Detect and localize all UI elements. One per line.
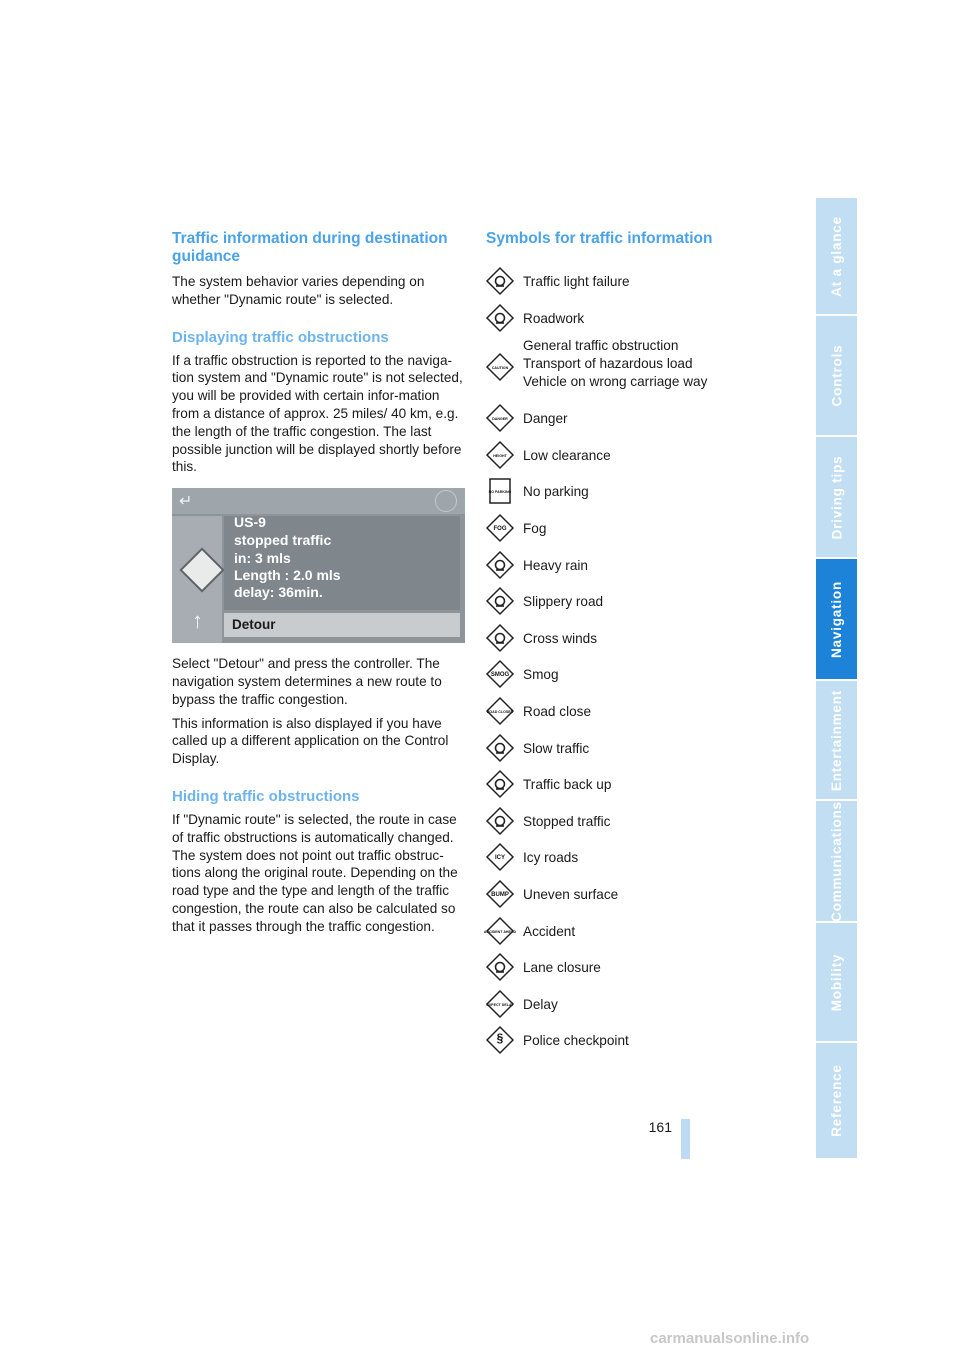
screen-delay: delay: 36min. bbox=[234, 584, 323, 601]
traffic-light-icon bbox=[486, 267, 514, 295]
symbol-row bbox=[486, 1023, 786, 1060]
police-checkpoint-icon bbox=[486, 1026, 514, 1054]
also-displayed-text: This information is also displayed if you have called up a different application on the Control Display. bbox=[172, 715, 449, 767]
symbol-label: Slow traffic bbox=[523, 740, 590, 756]
tab-driving-tips[interactable] bbox=[816, 437, 857, 559]
symbol-row bbox=[486, 511, 786, 548]
symbol-label: Slippery road bbox=[523, 594, 604, 610]
symbol-label: Road close bbox=[523, 703, 592, 719]
symbol-row bbox=[486, 987, 786, 1024]
symbol-label: Fog bbox=[523, 520, 547, 536]
road-closed-sign-icon bbox=[486, 697, 514, 725]
slow-traffic-icon bbox=[486, 734, 514, 762]
screen-top-bar bbox=[172, 488, 465, 514]
accident-sign-icon bbox=[483, 917, 517, 945]
tab-controls[interactable] bbox=[816, 316, 857, 437]
caution-sign-icon bbox=[486, 353, 514, 381]
right-column bbox=[483, 230, 786, 1060]
symbol-row bbox=[486, 621, 786, 658]
traffic-backup-icon bbox=[486, 770, 514, 798]
svg-text:DANGER: DANGER bbox=[492, 417, 508, 422]
hiding-text: If "Dynamic route" is selected, the route in case of traffic obstructions is automatically changed. The system does not point out traffic obstruc-tions along the original route. Depending on the road type and the type and length of the traffic congestion, the route can also be calculated so that it passes through the traffic congestion. bbox=[172, 811, 458, 934]
tab-label: At a glance bbox=[829, 215, 845, 297]
symbol-label: Cross winds bbox=[523, 630, 598, 646]
controller-icon bbox=[435, 490, 457, 512]
symbol-label: Icy roads bbox=[523, 850, 579, 866]
symbol-label: Delay bbox=[523, 996, 558, 1012]
tab-communications[interactable] bbox=[816, 801, 857, 923]
svg-text:NO PARKING: NO PARKING bbox=[488, 490, 512, 495]
symbol-row bbox=[486, 548, 786, 585]
screen-length: Length : 2.0 mls bbox=[234, 567, 341, 584]
symbol-label: Roadwork bbox=[523, 310, 585, 326]
danger-sign-icon bbox=[486, 404, 514, 432]
smog-sign-icon bbox=[486, 660, 514, 688]
symbol-label: Smog bbox=[523, 667, 559, 683]
svg-text:EXPECT DELAY: EXPECT DELAY bbox=[486, 1002, 514, 1007]
svg-text:ROAD CLOSED: ROAD CLOSED bbox=[486, 709, 514, 714]
symbol-label: General traffic obstruction Transport of hazardous load Vehicle on wrong carriage way bbox=[523, 338, 708, 389]
symbol-row bbox=[486, 474, 786, 511]
symbol-label: Police checkpoint bbox=[523, 1033, 629, 1049]
symbol-row bbox=[486, 804, 786, 841]
symbol-row bbox=[486, 950, 786, 987]
symbol-row bbox=[486, 401, 786, 438]
tab-label: Controls bbox=[829, 344, 844, 407]
cross-winds-icon bbox=[486, 624, 514, 652]
symbol-row bbox=[486, 337, 786, 401]
tab-navigation[interactable] bbox=[816, 559, 857, 681]
tab-entertainment[interactable] bbox=[816, 681, 857, 801]
svg-text:HEIGHT: HEIGHT bbox=[493, 453, 507, 458]
tab-mobility[interactable] bbox=[816, 923, 857, 1043]
page-marker bbox=[681, 1119, 690, 1159]
page-number: 161 bbox=[648, 1119, 672, 1135]
tab-label: Entertainment bbox=[829, 689, 845, 791]
symbol-label: Low clearance bbox=[523, 447, 611, 463]
symbol-label: Accident bbox=[523, 923, 576, 939]
height-sign-icon bbox=[486, 441, 514, 469]
symbol-label: Stopped traffic bbox=[523, 813, 611, 829]
heavy-rain-icon bbox=[486, 551, 514, 579]
svg-text:FOG: FOG bbox=[493, 525, 507, 532]
symbol-row bbox=[486, 840, 786, 877]
screen-status: stopped traffic bbox=[234, 532, 332, 549]
symbol-label: Heavy rain bbox=[523, 557, 588, 573]
screen-road: US-9 bbox=[234, 514, 266, 531]
control-display-screenshot bbox=[172, 488, 465, 643]
symbol-label: Traffic back up bbox=[523, 777, 612, 793]
slippery-road-icon bbox=[486, 587, 514, 615]
bump-sign-icon bbox=[486, 880, 514, 908]
detour-text: Select "Detour" and press the controller. The navigation system determines a new route to bypass the traffic congestion. bbox=[172, 656, 442, 707]
symbol-label: Traffic light failure bbox=[523, 274, 630, 289]
symbol-row bbox=[483, 914, 786, 951]
subheading-hiding: Hiding traffic obstructions bbox=[172, 787, 360, 805]
svg-text:ACCIDENT AHEAD: ACCIDENT AHEAD bbox=[483, 929, 517, 934]
left-column bbox=[172, 230, 466, 936]
svg-text:CAUTION: CAUTION bbox=[491, 366, 509, 371]
detour-button[interactable]: Detour bbox=[224, 613, 460, 637]
svg-text:SMOG: SMOG bbox=[490, 672, 510, 679]
symbol-label: Uneven surface bbox=[523, 886, 619, 902]
symbol-label: Danger bbox=[523, 411, 568, 427]
tab-label: Navigation bbox=[829, 580, 845, 658]
intro-text: The system behavior varies depending on whether "Dynamic route" is selected. bbox=[172, 274, 425, 307]
fog-sign-icon bbox=[486, 514, 514, 542]
symbol-label: No parking bbox=[523, 484, 589, 500]
tab-label: Mobility bbox=[829, 953, 844, 1011]
symbol-row bbox=[486, 584, 786, 621]
stopped-traffic-icon bbox=[486, 807, 514, 835]
no-parking-sign-icon bbox=[486, 477, 514, 505]
icy-sign-icon bbox=[486, 843, 514, 871]
symbol-row bbox=[486, 301, 786, 338]
lane-closure-icon bbox=[486, 953, 514, 981]
section-heading-traffic-info: Traffic information during destination guidance bbox=[172, 230, 448, 265]
svg-text:BUMP: BUMP bbox=[491, 891, 509, 898]
tab-at-a-glance[interactable] bbox=[816, 198, 857, 316]
footer-watermark: carmanualsonline.info bbox=[650, 1330, 810, 1347]
symbol-row bbox=[486, 264, 786, 301]
svg-text:ICY: ICY bbox=[494, 855, 506, 862]
symbol-row bbox=[486, 877, 786, 914]
tab-label: Driving tips bbox=[829, 455, 845, 539]
tab-label: Communications bbox=[829, 800, 844, 922]
tab-label: Reference bbox=[829, 1064, 844, 1137]
symbol-list bbox=[483, 264, 786, 1060]
symbol-row bbox=[486, 657, 786, 694]
screen-distance: in: 3 mls bbox=[234, 550, 291, 567]
section-heading-symbols: Symbols for traffic information bbox=[486, 230, 713, 247]
chapter-tabs bbox=[816, 198, 858, 1160]
symbol-row bbox=[486, 767, 786, 804]
up-arrow-icon: ↑ bbox=[192, 608, 203, 634]
delay-sign-icon bbox=[486, 990, 514, 1018]
symbol-row bbox=[486, 438, 786, 475]
displaying-text: If a traffic obstruction is reported to the naviga-tion system and "Dynamic route" is not selected, you will be provided with certain infor-mation from a distance of approx. 25 miles/ 40 km, e.g. the length of the traffic congestion. The last possible junction will be displayed shortly before this. bbox=[172, 352, 463, 475]
back-arrow-icon: ↵ bbox=[179, 493, 193, 511]
roadwork-icon bbox=[486, 304, 514, 332]
symbol-row bbox=[486, 694, 786, 731]
subheading-displaying: Displaying traffic obstructions bbox=[172, 328, 389, 346]
svg-text:§: § bbox=[496, 1031, 504, 1046]
tab-reference[interactable] bbox=[816, 1043, 857, 1160]
symbol-row bbox=[486, 731, 786, 768]
symbol-label: Lane closure bbox=[523, 960, 601, 976]
